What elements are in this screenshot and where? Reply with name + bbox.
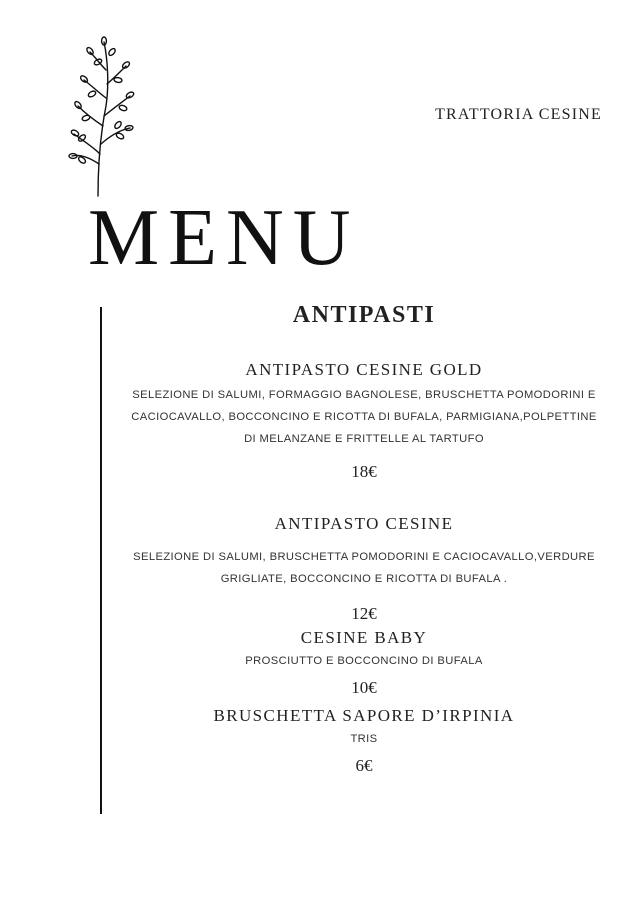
dish-description: PROSCIUTTO E BOCCONCINO DI BUFALA (245, 655, 483, 667)
dish-description: SELEZIONE DI SALUMI, FORMAGGIO BAGNOLESE, BRUSCHETTA POMODORINI E CACIOCAVALLO, BOCCONCINO E RICOTTA DI BUFALA, PARMIGIANA,POLPETTINE DI MELANZANE E FRITTELLE AL TARTUFO (131, 389, 597, 445)
menu-item (120, 512, 608, 626)
restaurant-name: TRATTORIA CESINE (435, 106, 602, 123)
dish-price: 18€ (351, 462, 377, 481)
dish-price: 6€ (355, 756, 373, 775)
dish-name: ANTIPASTO CESINE GOLD (245, 360, 483, 379)
menu-item (120, 626, 608, 700)
dish-name: CESINE BABY (300, 628, 428, 647)
dish-price: 10€ (351, 678, 377, 697)
leaf-branch-icon (68, 36, 138, 198)
dish-description: TRIS (350, 733, 378, 745)
vertical-divider (100, 307, 102, 814)
dish-name: ANTIPASTO CESINE (274, 514, 454, 533)
menu-item (120, 704, 608, 778)
antipasti-section (120, 296, 608, 778)
menu-item (120, 358, 608, 484)
dish-name: BRUSCHETTA SAPORE D’IRPINIA (213, 706, 515, 725)
menu-title: MENU (88, 194, 360, 282)
dish-description: SELEZIONE DI SALUMI, BRUSCHETTA POMODORINI E CACIOCAVALLO,VERDURE GRIGLIATE, BOCCONCINO E RICOTTA DI BUFALA . (133, 551, 595, 585)
section-title: ANTIPASTI (292, 302, 436, 328)
dish-price: 12€ (351, 604, 377, 623)
